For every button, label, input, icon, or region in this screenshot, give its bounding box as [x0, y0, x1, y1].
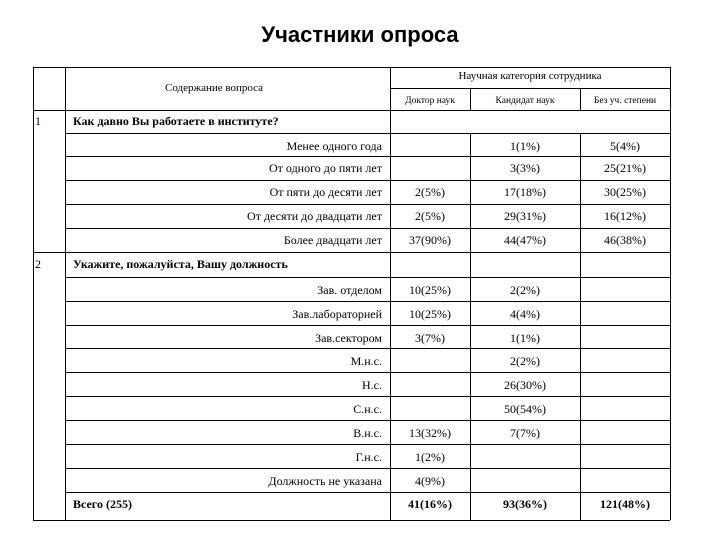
row-label: Зав. отделом: [317, 283, 382, 297]
cell-doctor: 2(5%): [415, 185, 445, 199]
section-number: 1: [35, 114, 41, 128]
cell-candidate: 29(31%): [504, 209, 546, 223]
total-no-degree: 121(48%): [600, 497, 650, 511]
row-label: Более двадцати лет: [283, 233, 382, 247]
section-question: Укажите, пожалуйста, Вашу должность: [73, 257, 288, 271]
cell-no-degree: 46(38%): [604, 233, 646, 247]
row-label: Г.н.с.: [355, 450, 382, 464]
cell-candidate: 3(3%): [510, 161, 540, 175]
total-candidate: 93(36%): [503, 497, 547, 511]
cell-no-degree: 30(25%): [604, 185, 646, 199]
cell-candidate: 2(2%): [510, 354, 540, 368]
cell-candidate: 4(4%): [510, 307, 540, 321]
column-header-no-degree: Без уч. степени: [593, 96, 657, 106]
cell-no-degree: 25(21%): [604, 161, 646, 175]
cell-doctor: 10(25%): [409, 307, 451, 321]
cell-doctor: 3(7%): [415, 331, 445, 345]
page-title: Участники опроса: [261, 22, 459, 47]
row-label: Зав.сектором: [315, 331, 382, 345]
cell-candidate: 17(18%): [504, 185, 546, 199]
row-label: От десяти до двадцати лет: [247, 209, 382, 223]
cell-doctor: 13(32%): [409, 426, 451, 440]
table-rule: [470, 133, 471, 520]
section-question: Как давно Вы работаете в институте?: [73, 114, 279, 128]
cell-candidate: 2(2%): [510, 283, 540, 297]
cell-candidate: 44(47%): [504, 233, 546, 247]
cell-candidate: 1(1%): [510, 139, 540, 153]
cell-doctor: 1(2%): [415, 450, 445, 464]
cell-doctor: 37(90%): [409, 233, 451, 247]
table-rule: [33, 67, 34, 520]
row-label: Н.с.: [362, 378, 382, 392]
total-label: Всего (255): [73, 497, 132, 511]
cell-candidate: 50(54%): [504, 402, 546, 416]
table-rule: [33, 110, 670, 111]
row-label: Зав.лабораторией: [292, 307, 382, 321]
category-header: Научная категория сотрудника: [458, 70, 602, 82]
table-rule: [670, 67, 671, 520]
table-rule: [33, 252, 670, 253]
row-label: В.н.с.: [353, 426, 382, 440]
table-rule: [580, 88, 581, 110]
content-header: Содержание вопроса: [165, 82, 264, 94]
cell-doctor: 10(25%): [409, 283, 451, 297]
column-header-doctor: Доктор наук: [405, 96, 455, 106]
table-rule: [390, 88, 670, 89]
table-rule: [390, 67, 391, 520]
cell-candidate: 1(1%): [510, 331, 540, 345]
row-label: От одного до пяти лет: [269, 161, 382, 175]
table-rule: [580, 133, 581, 520]
column-header-candidate: Кандидат наук: [495, 96, 555, 106]
table-rule: [33, 67, 670, 68]
cell-no-degree: 16(12%): [604, 209, 646, 223]
cell-candidate: 7(7%): [510, 426, 540, 440]
table-rule: [470, 88, 471, 110]
row-label: С.н.с.: [353, 402, 382, 416]
section-number: 2: [35, 257, 41, 271]
row-label: Менее одного года: [286, 139, 382, 153]
row-label: Должность не указана: [268, 474, 382, 488]
row-label: М.н.с.: [350, 354, 382, 368]
table-rule: [33, 520, 670, 521]
row-label: От пяти до десяти лет: [269, 185, 382, 199]
cell-candidate: 26(30%): [504, 378, 546, 392]
cell-no-degree: 5(4%): [610, 139, 640, 153]
table-rule: [65, 67, 66, 520]
cell-doctor: 2(5%): [415, 209, 445, 223]
cell-doctor: 4(9%): [415, 474, 445, 488]
total-doctor: 41(16%): [408, 497, 452, 511]
